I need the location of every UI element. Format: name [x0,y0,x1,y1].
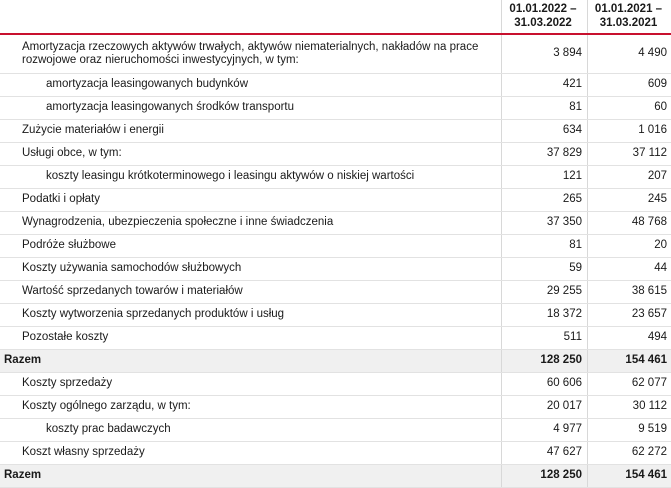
row-label: koszty prac badawczych [0,418,500,441]
table-row [0,372,671,395]
row-label: koszty leasingu krótkoterminowego i leasingu aktywów o niskiej wartości [0,165,500,188]
value-2021: 62 272 [588,441,671,464]
header-period-2022-start: 01.01.2022 – [509,3,577,15]
row-label: Amortyzacja rzeczowych aktywów trwałych, aktywów niematerialnych, nakładów na prace rozwojowe oraz nieruchomości inwestycyjnych, w tym: [0,34,500,73]
value-2021: 154 461 [588,349,671,372]
value-2021: 20 [588,234,671,257]
value-2022: 4 977 [502,418,586,441]
value-2022: 29 255 [502,280,586,303]
value-2022: 128 250 [502,349,586,372]
row-label: amortyzacja leasingowanych środków transportu [0,96,500,119]
value-2022: 634 [502,119,586,142]
value-2022: 81 [502,234,586,257]
table-row [0,326,671,349]
value-2022: 3 894 [502,34,586,73]
value-2022: 121 [502,165,586,188]
row-label: Podróże służbowe [0,234,500,257]
header-description-cell [0,0,500,34]
row-label: Usługi obce, w tym: [0,142,500,165]
value-2021: 37 112 [588,142,671,165]
value-2022: 265 [502,188,586,211]
row-label: Wartość sprzedanych towarów i materiałów [0,280,500,303]
table-row [0,257,671,280]
row-label: Razem [0,349,500,372]
value-2021: 44 [588,257,671,280]
table-row [0,280,671,303]
header-period-2021-start: 01.01.2021 – [594,3,663,15]
total-row [0,464,671,487]
table-row [0,303,671,326]
value-2021: 60 [588,96,671,119]
value-2021: 23 657 [588,303,671,326]
value-2022: 37 829 [502,142,586,165]
table-row [0,188,671,211]
value-2021: 4 490 [588,34,671,73]
table-row [0,395,671,418]
row-label: Razem [0,464,500,487]
table-row [0,211,671,234]
table-header-row [0,0,671,34]
row-label: Zużycie materiałów i energii [0,119,500,142]
value-2021: 9 519 [588,418,671,441]
table-row [0,96,671,119]
table-body [0,34,671,487]
header-period-2021-end: 31.03.2021 [599,17,658,29]
value-2021: 207 [588,165,671,188]
header-period-2022 [502,0,586,34]
value-2021: 609 [588,73,671,96]
value-2021: 1 016 [588,119,671,142]
table-row [0,234,671,257]
value-2022: 47 627 [502,441,586,464]
table-row [0,34,671,73]
value-2022: 20 017 [502,395,586,418]
value-2021: 494 [588,326,671,349]
row-label: amortyzacja leasingowanych budynków [0,73,500,96]
row-label: Wynagrodzenia, ubezpieczenia społeczne i inne świadczenia [0,211,500,234]
value-2022: 59 [502,257,586,280]
table-row [0,418,671,441]
row-label: Podatki i opłaty [0,188,500,211]
table-row [0,441,671,464]
header-period-2021 [588,0,671,34]
total-row [0,349,671,372]
table-row [0,142,671,165]
value-2021: 38 615 [588,280,671,303]
row-label: Koszty sprzedaży [0,372,500,395]
row-label: Koszty wytworzenia sprzedanych produktów i usług [0,303,500,326]
value-2022: 37 350 [502,211,586,234]
value-2022: 421 [502,73,586,96]
value-2022: 511 [502,326,586,349]
row-label: Pozostałe koszty [0,326,500,349]
table-row [0,119,671,142]
value-2021: 30 112 [588,395,671,418]
table-row [0,73,671,96]
value-2021: 48 768 [588,211,671,234]
header-period-2022-end: 31.03.2022 [514,17,572,29]
table-row [0,165,671,188]
value-2021: 154 461 [588,464,671,487]
row-label: Koszt własny sprzedaży [0,441,500,464]
value-2022: 128 250 [502,464,586,487]
value-2021: 245 [588,188,671,211]
value-2022: 60 606 [502,372,586,395]
value-2022: 18 372 [502,303,586,326]
row-label: Koszty używania samochodów służbowych [0,257,500,280]
value-2021: 62 077 [588,372,671,395]
value-2022: 81 [502,96,586,119]
row-label: Koszty ogólnego zarządu, w tym: [0,395,500,418]
